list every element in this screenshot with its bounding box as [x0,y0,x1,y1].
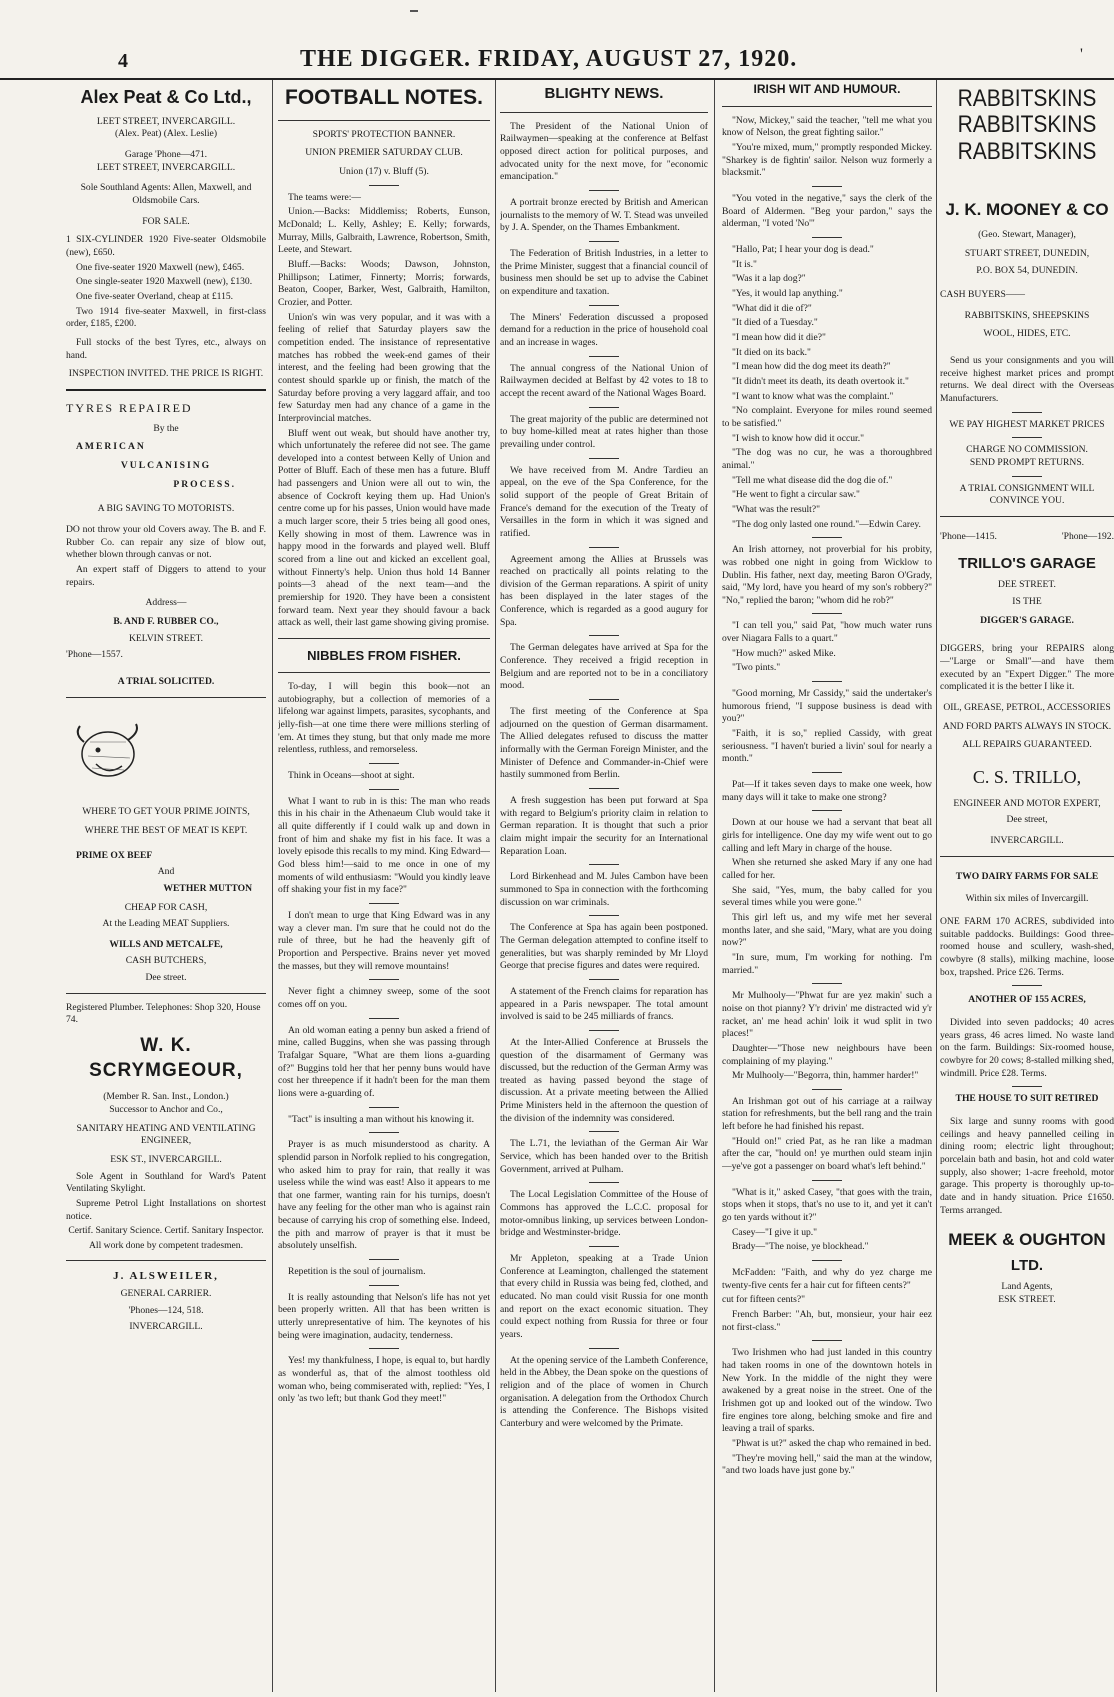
ad-tyres-stock: Full stocks of the best Tyres, etc., always on hand. [66,336,266,361]
divider [589,864,619,865]
irish-para: "Faith, it is so," replied Cassidy, with great seriousness. "I haven't buried a livin' soul for nearly a month." [722,728,932,765]
irish-title: IRISH WIT AND HUMOUR. [753,82,901,96]
blighty-item: The Federation of British Industries, in a letter to the Prime Minister, suggest that a financial council of business men should be set up to advise the Cabinet on expenditure and taxation. [500,248,708,298]
ad-by-the: By the [153,422,179,434]
divider [1012,412,1042,413]
ad-alex-peat-names: (Alex. Peat) (Alex. Leslie) [114,128,218,140]
nibbles-para: To-day, I will begin this book—not an autobiography, but a collection of memories of a lifelong war against limpets, parasites, sycophants, and jelly-fish—at one time there were millions sterling of 'em. At times they stung, but that only made me more relentless, ruthless, and remorseless. [278,681,490,756]
irish-para: "No complaint. Everyone for miles round seemed to be satisfied." [722,405,932,429]
ad-meat-where: WHERE TO GET YOUR PRIME JOINTS, [82,806,250,818]
bull-head-icon [66,712,146,792]
ad-trillo-is-the: IS THE [1012,596,1042,608]
blighty-item: Lord Birkenhead and M. Jules Cambon have been summoned to Spa in connection with the forthcoming discussion on war criminals. [500,871,708,908]
divider [812,237,842,238]
irish-para: McFadden: "Faith, and why do yez charge me twenty-five cents fer a hair cut for fifteen cents?" [722,1267,932,1291]
trillo-phone-1: 'Phone—1415. [940,531,997,543]
irish-para: "Now, Mickey," said the teacher, "tell me what you know of Nelson, the great fighting sailor." [722,114,932,139]
ad-cheap-cash: CHEAP FOR CASH, [124,901,208,913]
irish-para: "It died of a Tuesday." [732,317,818,329]
rabbitskins-line: RABBITSKINS [957,85,1097,112]
divider [589,699,619,700]
ad-covers-text: DO not throw your old Covers away. The B. and F. Rubber Co. can repair any size of blow out, whether blown through canvas or not. [66,524,266,561]
divider [369,763,399,764]
sale-item: Two 1914 five-seater Maxwell, in first-class order, £185, £200. [66,305,266,330]
football-sub: SPORTS' PROTECTION BANNER. [312,128,456,140]
ad-wether-mutton: WETHER MUTTON [163,882,252,894]
ad-repairs-guaranteed: ALL REPAIRS GUARANTEED. [962,739,1092,751]
ad-dairy-title: TWO DAIRY FARMS FOR SALE [955,870,1099,882]
divider [1012,985,1042,986]
ad-sanitary: SANITARY HEATING AND VENTILATING ENGINEER, [76,1122,256,1147]
column-rule [936,80,937,1692]
blighty-item: A portrait bronze erected by British and American journalists to the memory of W. T. Stead was unveiled by J. A. Spender, on the Thames Embankment. [500,197,708,234]
divider [369,1132,399,1133]
ad-trillo-dee: DEE STREET. [998,579,1056,591]
divider [812,1260,842,1261]
ad-competent: All work done by competent tradesmen. [89,1239,243,1251]
irish-para: "What is it," asked Casey, "that goes with the train, stops when it stops, that's no use to it, and yet it can't go ten yards without it?" [722,1186,932,1224]
divider [278,672,490,673]
column-5-ads [940,80,1114,1692]
top-mark [410,10,418,12]
divider [369,1259,399,1260]
ad-meat-best: WHERE THE BEST OF MEAT IS KEPT. [84,824,248,836]
ad-engineer: ENGINEER AND MOTOR EXPERT, [953,797,1101,809]
column-rule [495,80,496,1692]
ad-trillo-garage: TRILLO'S GARAGE [958,554,1096,572]
divider [1012,476,1042,477]
ad-cash-buyers: CASH BUYERS—— [940,289,1026,301]
ad-diggers-garage: DIGGER'S GARAGE. [980,614,1074,626]
ad-plumber-line: Registered Plumber. Telephones: Shop 320, House 74. [66,1001,261,1026]
irish-para: "You're mixed, mum," promptly responded Mickey. "Sharkey is de fightin' sailor. Nelson wuz formerly a blacksmit." [722,142,932,179]
nibbles-para: Never fight a chimney sweep, some of the soot comes off on you. [278,986,490,1010]
blighty-item: The Miners' Federation discussed a proposed demand for a reduction in the price of household coal and an increase in wages. [500,311,708,348]
irish-para: cut for fifteen cents?" [722,1294,806,1306]
ad-process: PROCESS. [173,478,236,490]
ad-petrol-light: Supreme Petrol Light Installations on shortest notice. [66,1197,266,1222]
ad-inspection: INSPECTION INVITED. THE PRICE IS RIGHT. [68,368,264,380]
irish-para: "I want to know what was the complaint." [732,390,894,402]
ad-agents: Sole Southland Agents: Allen, Maxwell, and Oldsmobile Cars. [80,182,252,207]
ad-house-title: THE HOUSE TO SUIT RETIRED [955,1093,1099,1105]
divider [369,979,399,980]
ad-dee-street: Dee street. [145,972,187,984]
sale-item: One single-seater 1920 Maxwell (new), £130. [76,276,253,288]
blighty-item: The President of the National Union of Railwaymen—speaking at the conference at Belfast opposed direct action for political purposes, and advocated unity for the next move, for "economic emancipation." [500,120,708,183]
ad-trillo-phones [940,531,1114,544]
trillo-phone-2: 'Phone—192. [1061,531,1114,543]
divider [66,1260,266,1261]
ad-vulcanising: VULCANISING [120,460,212,472]
irish-para: "You voted in the negative," says the clerk of the Board of Aldermen. "Beg your pardon," says the alderman, "I voted 'No'" [722,193,932,230]
ad-phones: 'Phones—124, 518. [128,1304,204,1316]
irish-para: "I mean how did it die?" [732,332,826,344]
irish-para: "It didn't meet its death, its death overtook it." [732,375,909,387]
ad-divided: Divided into seven paddocks; 40 acres years grass, 46 acres limed. No waste land on the farm. Buildings: Six-roomed house, cowbyre for 20 cows; 8-stalled milking shed, windmill. Price £28. Terms. [940,1017,1114,1079]
irish-para: "The dog only lasted one round."—Edwin Carey. [732,518,921,530]
irish-para: "Phwat is ut?" asked the chap who remained in bed. [732,1437,932,1449]
ad-for-sale: FOR SALE. [142,215,190,227]
ad-send-prompt: SEND PROMPT RETURNS. [969,457,1085,469]
divider [812,613,842,614]
ad-alex-peat-title: Alex Peat & Co Ltd., [80,87,252,107]
blighty-item: The annual congress of the National Union of Railwaymen decided at Belfast by 42 votes to 18 to accept the recent award of the National Wages Board. [500,362,708,399]
page-number: 4 [118,50,128,72]
blighty-item: The Conference at Spa has again been postponed. The German delegation attempted to confine itself to generalities, but was sharply reminded by Mr Lloyd George that precise figures and dates were required. [500,922,708,972]
ad-kelvin-street: KELVIN STREET. [128,632,204,644]
ad-rubber-co: B. AND F. RUBBER CO., [113,615,219,627]
blighty-title: BLIGHTY NEWS. [544,85,664,102]
ad-scrymgeour: W. K. SCRYMGEOUR, [89,1035,243,1082]
ad-no-commission: CHARGE NO COMMISSION. [966,444,1088,456]
irish-para: Two Irishmen who had just landed in this country had taken rooms in one of the downtown hotels in New York. In the middle of the night they were awakened by a great noise in the street. One of the Irishmen got up and looked out of the window. Two fire engines tore along, belching smoke and fire and leaving a trail of sparks. [722,1347,932,1435]
ad-meek-ltd: LTD. [1010,1256,1044,1274]
blighty-item: Agreement among the Allies at Brussels was reached on practically all points relating to the division of the German reparations. A spirit of unity has been displayed in the later stages of the Conference, which is regarded as a good augury for Spa. [500,553,708,628]
column-rule [714,80,715,1692]
irish-para: She said, "Yes, mum, the baby called for you several times while you were gone." [722,884,932,909]
irish-para: "It died on its back." [732,346,811,358]
divider [589,305,619,306]
column-4-irish-wit [722,80,932,1692]
irish-para: "Good morning, Mr Cassidy," said the undertaker's humorous friend, "I suppose business is dead with you?" [722,688,932,725]
irish-para: Mr Mulhooly—"Phwat fur are yez makin' such a noise on thot pianny? Y'r drivin' me distracted wid y'r racket, an' me head achin' loik it wud split in two places!" [722,990,932,1040]
nibbles-para: Think in Oceans—shoot at sight. [288,770,415,782]
irish-para: "Was it a lap dog?" [732,273,806,285]
divider [66,993,266,994]
irish-para: "I can tell you," said Pat, "how much water runs over Niagara Falls to a quart." [722,620,932,645]
football-score: Union (17) v. Bluff (5). [339,166,429,178]
ad-address-label: Address— [145,597,187,609]
divider [812,186,842,187]
ad-ford-parts: AND FORD PARTS ALWAYS IN STOCK. [942,720,1112,732]
irish-para: Mr Mulhooly—"Begorra, thin, hammer harder!" [732,1070,919,1082]
divider [369,789,399,790]
blighty-item: The first meeting of the Conference at Spa adjourned on the question of German disarmament. The Allied delegates refused to discuss the matter informally with the German Foreign Minister, and the Minister of Defence and Commander-in-Chief were hastily summoned from Berlin. [500,706,708,781]
divider [589,1030,619,1031]
divider [589,1131,619,1132]
column-3-blighty [500,80,708,1692]
divider [589,356,619,357]
nibbles-para: Repetition is the soul of journalism. [288,1266,426,1278]
irish-para: When she returned she asked Mary if any one had called for her. [722,857,932,881]
blighty-item: The great majority of the public are determined not to buy home-killed meat at rates higher than those prevailing under control. [500,413,708,450]
blighty-item: At the opening service of the Lambeth Conference, held in the Abbey, the Dean spoke on the questions of religion and of the place of women in Church organisation. A delegation from the Orthodox Church is attending the Conference. The Bishops visited Canterbury and were welcomed by the Primate. [500,1354,708,1429]
divider [812,810,842,811]
irish-para: "Tell me what disease did the dog die of." [732,474,893,486]
divider [940,856,1114,857]
ad-six-large: Six large and sunny rooms with good ceilings and heavy pannelled ceiling in dining room; electric light throughout; porcelain bath and basin, hot and cold water supply, also shower; 1-acre freehold, motor garage. This property is thoroughly up-to-date and in handy situation. Price £1650. Terms arranged. [940,1115,1114,1216]
ad-land-agents: Land Agents, [1001,1281,1053,1293]
divider [589,407,619,408]
column-2-football [278,80,490,1692]
divider [589,547,619,548]
ad-trial-consign: A TRIAL CONSIGNMENT WILL CONVINCE YOU. [959,482,1095,507]
blighty-item: The Local Legislation Committee of the House of Commons has approved the L.C.C. proposal for motor-omnibus linking, up services between London-bridge and Westminster-bridge. [500,1189,708,1239]
divider [589,979,619,980]
irish-para: "Hould on!" cried Pat, as he ran like a madman after the car, "hould on! ye murthen ould steam injin—ye've got a passenger on board what's left behind." [722,1135,932,1173]
football-title: FOOTBALL NOTES. [285,86,483,109]
ad-esk-street: ESK STREET. [998,1294,1056,1306]
ad-pay-highest: WE PAY HIGHEST MARKET PRICES [949,418,1105,430]
irish-para: "The dog was no cur, he was a thoroughbred animal." [722,447,932,471]
ad-ox-beef: PRIME OX BEEF [76,849,153,861]
divider [278,638,490,639]
nibbles-para: Yes! my thankfulness, I hope, is equal to, but hardly as wonderful as, that of the almost toothless old woman who, being commiserated with, replied: "Yes, I only 'as two left; but thank God they meet!" [278,1355,490,1405]
irish-para: "What did it die of?" [732,302,812,314]
ad-diggers-bring: DIGGERS, bring your REPAIRS along—"Large or Small"—and have them executed by an "Expert Digger." The more complicated it is the better I like it. [940,643,1114,693]
football-para: The teams were:— [288,191,361,203]
ad-cs-trillo: C. S. TRILLO, [972,767,1082,788]
irish-para: Daughter—"Those new neighbours have been complaining of my playing." [722,1042,932,1067]
irish-para: "Yes, it would lap anything." [732,288,843,300]
blighty-item: A fresh suggestion has been put forward at Spa with regard to Belgium's priority claim in relation to German reparation. It is thought that such a prior claim might impair the security for an International Reparation Loan. [500,795,708,857]
ad-cash-butchers: CASH BUTCHERS, [125,955,207,967]
irish-para: An Irishman got out of his carriage at a railway station for refreshments, but the bell rang and the train left before he had finished his repast. [722,1095,932,1133]
ad-rubber-phone: 'Phone—1557. [66,649,123,661]
blighty-item: We have received from M. Andre Tardieu an appeal, on the eve of the Spa Conference, for the solid support of the people of Great Britain of France's demand for the execution of the Treaty of Versailles in the form in which it was signed and ratified. [500,464,708,539]
sale-item: One five-seater Overland, cheap at £115. [76,290,234,302]
ad-and: And [157,866,175,878]
ad-successor: Successor to Anchor and Co., [109,1103,223,1115]
ad-sole-agent: Sole Agent in Southland for Ward's Patent Ventilating Skylight. [66,1170,266,1195]
divider [812,772,842,773]
divider [369,185,399,186]
nibbles-para: I don't mean to urge that King Edward was in any way a clever man. I'm sure that he could not do the rule of three, but he had the heavenly gift of Proportion and Perspective. Brains never yet moved the masses, but they will remove mountains! [278,910,490,972]
ad-meek-oughton: MEEK & OUGHTON [948,1230,1106,1250]
divider [812,681,842,682]
ad-wills-metcalfe: WILLS AND METCALFE, [109,938,223,950]
ad-sale-list [66,234,266,362]
sale-item: 1 SIX-CYLINDER 1920 Five-seater Oldsmobile (new), £650. [66,234,266,258]
ad-garage-phone: Garage 'Phone—471. [124,149,208,161]
divider [589,458,619,459]
divider [812,1089,842,1090]
rabbitskins-line: RABBITSKINS [957,137,1097,165]
divider [278,120,490,121]
irish-para: "It is." [732,258,757,270]
divider [369,1107,399,1108]
ad-member: (Member R. San. Inst., London.) [103,1091,229,1103]
divider [369,1348,399,1349]
divider [369,1018,399,1019]
irish-para: "He went to fight a circular saw." [732,489,860,501]
column-1-ads [66,80,266,1692]
divider [812,537,842,538]
ad-rabbitskins [940,86,1114,165]
ad-trillo-dee-st: Dee street, [1006,814,1048,826]
nibbles-para: It is really astounding that Nelson's life has not yet been properly written. All that has been written is utterly unrepresentative of him. The keynotes of his being were imagination, audacity, tenderness. [278,1291,490,1341]
blighty-item: The German delegates have arrived at Spa for the Conference. They received a frigid reception in Belgium and are reported not to be in a conciliatory mood. [500,642,708,692]
blighty-item: The L.71, the leviathan of the German Air War Service, which has been handed over to the British Government, arrived at Pulham. [500,1138,708,1175]
ad-leading-suppliers: At the Leading MEAT Suppliers. [102,918,230,930]
ad-certif: Certif. Sanitary Science. Certif. Sanitary Inspector. [68,1225,264,1237]
irish-para: Pat—If it takes seven days to make one week, how many days will it take to make one strong? [722,779,932,803]
irish-para: Down at our house we had a servant that beat all girls for intelligence. One day my wife went out to go calling and left Mary in charge of the house. [722,817,932,854]
divider [66,389,266,391]
ad-mooney: J. K. MOONEY & CO [945,199,1109,219]
masthead [0,42,1114,80]
divider [589,190,619,191]
ad-pobox: P.O. BOX 54, DUNEDIN. [976,264,1078,276]
divider [589,241,619,242]
divider [812,1340,842,1341]
divider [369,1285,399,1286]
ad-general-carrier: GENERAL CARRIER. [120,1288,212,1299]
newspaper-title: THE DIGGER. FRIDAY, AUGUST 27, 1920. [300,46,798,72]
divider [589,788,619,789]
divider [940,516,1114,517]
column-rule [272,80,273,1692]
nibbles-para: An old woman eating a penny bun asked a friend of mine, called Buggins, when she was passing through Trafalgar Square, "What are them lions a-guarding of?" Buggins told her that her penny buns would have cost her threepence if it hadn't been for the man them lions were a-guarding of. [278,1024,490,1099]
ad-expert-text: An expert staff of Diggers to attend to your repairs. [66,563,266,588]
divider [812,1180,842,1181]
blighty-item: Mr Appleton, speaking at a Trade Union Conference at Leamington, challenged the statement that every child in Russia was being fed, clothed, and educated. No man could visit Russia for one month and report on the exact economic situation. They could expect nothing from Russia for three or four years. [500,1253,708,1340]
nibbles-title: NIBBLES FROM FISHER. [307,648,461,663]
ad-trillo-invercargill: INVERCARGILL. [990,835,1064,847]
ad-alsweiler: J. ALSWEILER, [113,1270,219,1283]
ad-within: Within six miles of Invercargill. [965,893,1089,905]
divider [1012,1086,1042,1087]
nibbles-para: What I want to rub in is this: The man who reads this in his chair in the Athenaeum Club would take it all quite differently if I could walk up and down in front of him and shake my fist in his face. It was a lovely episode this recalls to my mind. King Edward—God bless him!—said to me once in one of my moments of wild enthusiasm: "Would you kindly leave off shaking your fist in my face?" [278,795,490,896]
divider [589,1348,619,1349]
ad-another: ANOTHER OF 155 ACRES, [968,994,1086,1006]
divider [500,112,708,113]
irish-para: "Hallo, Pat; I hear your dog is dead." [732,244,874,256]
ad-manager: (Geo. Stewart, Manager), [978,229,1076,241]
irish-para: An Irish attorney, not proverbial for his probity, was robbed one night in going from Wicklow to Dublin. His father, next day, meeting Baron O'Grady, said, "My lord, have you heard of my son's robbery?" "No," replied the baron; "whom did he rob?" [722,544,932,606]
ad-american: AMERICAN [76,441,146,453]
football-para: Union.—Backs: Middlemiss; Roberts, Eunson, McDonald; L. Kelly, Ashley; E. Kelly; forwards, Murray, Mills, Galbraith, Lawrence, Robertson, Smith, Leete, and Stewart. [278,206,490,256]
irish-para: "I wish to know how did it occur." [732,432,865,444]
divider [66,697,266,698]
sale-item: One five-seater 1920 Maxwell (new), £465. [76,261,245,273]
divider [1012,437,1042,438]
ad-wool: WOOL, HIDES, ETC. [983,328,1071,340]
ad-stuart-street: STUART STREET, DUNEDIN, [964,247,1090,259]
irish-para: "Two pints." [732,662,781,674]
divider [589,915,619,916]
ad-one-farm: ONE FARM 170 ACRES, subdivided into suitable paddocks. Buildings: Good three-roomed house and scullery, wash-shed, cowbyre (8 stalls), milking machine, loose box, trapshed. Price £26. Terms. [940,916,1114,978]
ad-invercargill: INVERCARGILL. [129,1321,203,1333]
divider [589,1182,619,1183]
rabbitskins-line: RABBITSKINS [957,111,1097,138]
ad-esk-st: ESK ST., INVERCARGILL. [110,1153,222,1165]
ad-rabbitskins-sheep: RABBITSKINS, SHEEPSKINS [964,309,1090,321]
ad-trial-solicited: A TRIAL SOLICITED. [117,675,215,687]
blighty-item: A statement of the French claims for reparation has appeared in a Paris newspaper. The total amount involved is said to be 245 milliards of francs. [500,985,708,1023]
irish-para: French Barber: "Ah, but, monsieur, your hair eez not first-class." [722,1309,932,1333]
ad-tyres-repaired: TYRES REPAIRED [66,400,193,415]
divider [589,635,619,636]
football-club: UNION PREMIER SATURDAY CLUB. [305,147,463,159]
masthead-mark: ' [1080,46,1083,63]
irish-para: "How much?" asked Mike. [732,647,836,659]
football-para: Union's win was very popular, and it was with a feeling of relief that Saturday players saw the competition ended. The insistance of representative matches has robbed the week-end games of their interest, and the feeling had been growing that the contest should sparkle up or finish, the match of the Saturday before proving a very laggard affair, and too few Saturday men had any chance of a game in the Interprovincial matches. [278,311,490,424]
irish-para: "In sure, mum, I'm working for nothing. I'm married." [722,951,932,976]
divider [589,1246,619,1247]
irish-para: Casey—"I give it up." [732,1226,818,1238]
irish-para: Brady—"The noise, ye blockhead." [732,1241,869,1253]
football-para: Bluff.—Backs: Woods; Dawson, Johnston, Phillipson; Latimer, Finnerty; Morris; forwards, Beaton, Cooper, Barker, West, Galbraith, Hamilton, Crozier, and Potter. [278,258,490,308]
ad-garage-address: LEET STREET, INVERCARGILL. [96,161,236,173]
divider [812,983,842,984]
irish-para: "What was the result?" [732,503,821,515]
irish-para: "They're moving hell," said the man at the window, "and two loads have just gone by." [722,1452,932,1477]
nibbles-para: "Tact" is insulting a man without his knowing it. [288,1113,474,1125]
nibbles-para: Prayer is as much misunderstood as charity. A splendid parson in Norfolk replied to his congregation, who asked him to pray for rain, that really it was useless while the wind was east! Also it appears to me that one farmer, wanting rain for his turnips, doesn't have any feeling for the other man who is against rain because of carrying his crop of something else. Indeed, the pith and marrow of prayer is that it must be absolutely unselfish. [278,1139,490,1252]
football-para: Bluff went out weak, but should have another try, which unfortunately the referee did not see. The game developed into a contest between Kelly of Union and Potter of Bluff. Each of these men has a future. Bluff had passengers and Union were all out to win, the absence of Cockroft keying them up. Had Union's centre come up for his passes, Union would have made a much larger score, their 5 tries being all good ones, Kelly showing in most of them. Lawrence was in happy mood in the forwards and played well. Bluff scored from a line out and kicked an excellent goal, without Finnerty's help. Union thus hold 14 Banner points—3 ahead of the next team—and the premiership for 1920. They have been a consistent forward team. Next year they should favour a back attack as well, their last game showing giving promise. [278,427,490,629]
irish-para: "I mean how did the dog meet its death?" [732,361,891,373]
ad-oil: OIL, GREASE, PETROL, ACCESSORIES [943,702,1111,714]
ad-send-us: Send us your consignments and you will receive highest market prices and prompt returns. We deal direct with the Overseas Manufacturers. [940,355,1114,405]
divider [369,903,399,904]
ad-big-saving: A BIG SAVING TO MOTORISTS. [97,503,235,515]
blighty-item: At the Inter-Allied Conference at Brussels the question of the disarmament of Germany was discussed, but the reduction of the German Army was treated as having passed beyond the stage of discussion. At a private meeting between the Allied Prime Ministers held in the afternoon the question of the division of the indemnity was considered. [500,1036,708,1124]
divider [722,106,932,107]
irish-para: This girl left us, and my wife met her several months later, and she said, "Mary, what are you doing now?" [722,911,932,949]
ad-alex-peat-address: LEET STREET, INVERCARGILL. [96,115,236,127]
